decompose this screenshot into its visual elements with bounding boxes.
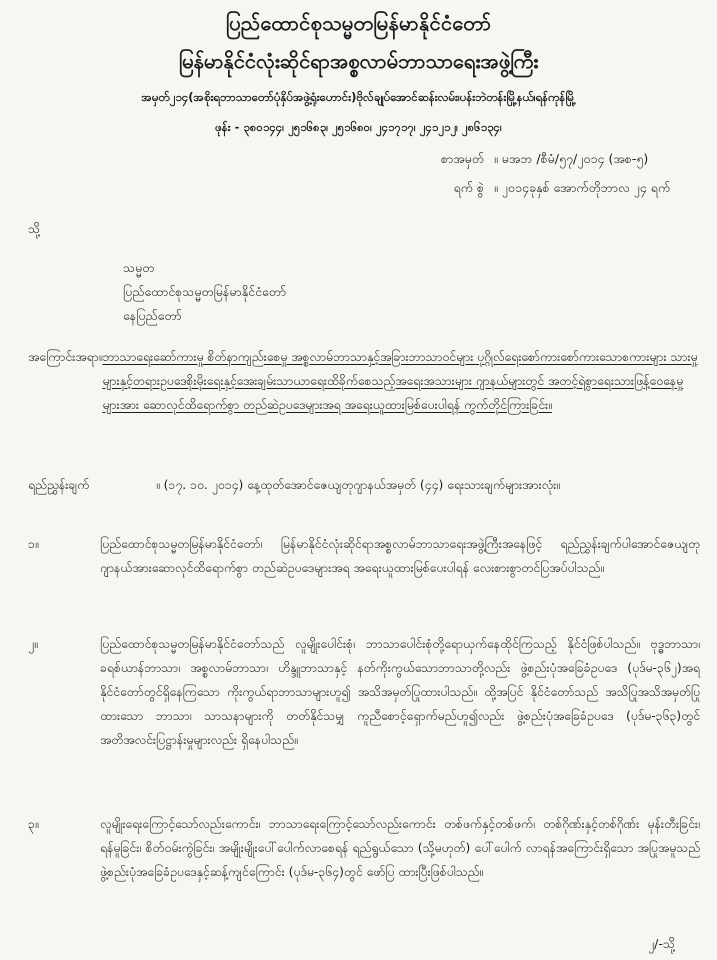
recipient-title: သမ္မတ bbox=[123, 260, 155, 275]
paragraph-2 bbox=[28, 632, 700, 752]
letterhead-address: အမှတ်၂၁၄(အစိုးရဘာသာတော်ပုံနှိပ်အဖွဲ့ရုံးဟောင်း)ဗိုလ်ချုပ်အောင်ဆန်းလမ်း၊ပန်းဘဲတန်းမြို့နယ်၊ရန်ကုန်မြို့ bbox=[141, 90, 576, 104]
paragraph-3 bbox=[28, 812, 700, 884]
paragraph-number: ၁။ bbox=[28, 537, 39, 551]
paragraph-text: လူမျိုးရေးကြောင့်သော်လည်းကောင်း၊ ဘာသာရေးကြောင့်သော်လည်းကောင်း တစ်ဖက်နှင့်တစ်ဖက်၊ တစ်ဂိုဏ်းနှင့်တစ်ဂိုဏ်း မုန်းတီးခြင်း၊ ရန်မူခြင်း၊ စိတ်ဝမ်းကွဲခြင်း၊ အမျိုးမျိုးပေါ်ပေါက်လာစေရန် ရည်ရွယ်သော (သို့မဟုတ်) ပေါ်ပေါက် လာရန်အကြောင်းရှိသော အပြုအမူသည် ဖွဲ့စည်းပုံအခြေခံဥပဒေနှင့်ဆန့်ကျင်ကြောင်း (ပုဒ်မ-၃၆၄)တွင် ဖော်ပြ ထားပြီးဖြစ်ပါသည်။ bbox=[100, 817, 700, 879]
paragraph-text: ပြည်ထောင်စုသမ္မတမြန်မာနိုင်ငံတော်၊ မြန်မာနိုင်ငံလုံးဆိုင်ရာအစ္စလာမ်ဘာသာရေးအဖွဲ့ကြီးအနေဖြင့် ရည်ညွှန်းချက်ပါအောင်ဇေယျတုဂျာနယ်အားဆောလုင်ထိရောက်စွာ တည်ဆဲဥပဒေများအရ အရေးယူထားမြစ်ပေးပါရန် လေးစားစွာတင်ပြအပ်ပါသည်။ bbox=[100, 537, 700, 575]
paragraph-text: ပြည်ထောင်စုသမ္မတမြန်မာနိုင်ငံတော်သည် လူမျိုးပေါင်းစုံ၊ ဘာသာပေါင်းစုံတို့ရောယှက်နေထိုင်ကြသည့် နိုင်ငံဖြစ်ပါသည်။ ဗုဒ္ဓဘာသာ၊ ခရစ်ယာန်ဘာသာ၊ အစ္စလာမ်ဘာသာ၊ ဟိန္ဒူဘာသာနှင့် နတ်ကိုးကွယ်သောဘာသာတို့လည်း ဖွဲ့စည်းပုံအခြေခံဥပဒေ (ပုဒ်မ-၃၆၂)အရ နိုင်ငံတော်တွင်ရှိနေကြသော ကိုးကွယ်ရာဘာသာများဟူ၍ အသိအမှတ်ပြုထားပါသည်။ ထို့အပြင် နိုင်ငံတော်သည် အသိပြုအသိအမှတ်ပြုထားသော ဘာသာ၊ သာသနာများကို တတ်နိုင်သမျှ ကူညီစောင့်ရှောက်မည်ဟူ၍လည်း ဖွဲ့စည်းပုံအခြေခံဥပဒေ (ပုဒ်မ-၃၆၃)တွင် အတိအလင်းပြဋ္ဌာန်းမှုများလည်း ရှိနေပါသည်။ bbox=[100, 637, 700, 747]
date-row bbox=[398, 179, 698, 197]
letterhead-organization: မြန်မာနိုင်ငံလုံးဆိုင်ရာအစ္စလာမ်ဘာသာရေးအဖွဲ့ကြီး bbox=[178, 49, 539, 73]
letter-number-value: ။ မအဘ /စီမံ/၅၇/၂၀၁၄ (အစ-၅) bbox=[494, 151, 649, 166]
page-continuation: ၂/-သို့ bbox=[648, 936, 675, 951]
reference-line bbox=[28, 478, 700, 496]
recipient-city: နေပြည်တော် bbox=[123, 308, 182, 323]
paragraph-number: ၂။ bbox=[28, 637, 38, 651]
date-value: ။ ၂၀၁၄ခုနှစ် အောက်တိုဘာလ ၂၄ ရက် bbox=[494, 180, 671, 195]
subject-text: ဘာသာရေးဆော်ကားမှု စိတ်နာကျည်းစေမှု အစ္စလာမ်ဘာသာနှင့်အခြားဘာသာဝင်များ ပုဂ္ဂိုလ်ရေးစော်ကားစော်ကားသောစကားများ သားမှုများနှင့်တရားဥပဒေစိုးမိုးရေးနှင့်အေးချမ်းသာယာရေးထိခိုက်စေသည့်အရေးအသားများ ဂျာနယ်များတွင် အတင့်ရဲစွာရေးသားဖြန့်ဝေနေမှုများအား ဆောလုင်ထိရောက်စွာ တည်ဆဲဥပဒေများအရ အရေးယူထားမြစ်ပေးပါရန် ကွက်တိုင်ကြားခြင်း။ bbox=[102, 350, 698, 412]
to-label: သို့ bbox=[28, 221, 41, 236]
recipient-office: ပြည်ထောင်စုသမ္မတမြန်မာနိုင်ငံတော် bbox=[123, 284, 287, 299]
reference-text: ။ (၁၇. ၁၀. ၂၀၁၄) နေ့ထုတ်အောင်ဇေယျတုဂျာနယ်အမှတ် (၄၄) ရေးသားချက်များအားလုံး။ bbox=[156, 478, 561, 492]
letterhead-country: ပြည်ထောင်စုသမ္မတမြန်မာနိုင်ငံတော် bbox=[225, 11, 492, 35]
letterhead-phone: ဖုန်း - ၃၈၀၁၄၄၊ ၂၅၁၆၈၃၊ ၂၅၁၆၈၀၊ ၂၄၁၇၁၇၊ ၂၄၁၂၁၂၊ ၂၈၆၁၃၄၊ bbox=[215, 120, 502, 134]
letter-number-label: စာအမှတ် bbox=[441, 151, 484, 166]
paragraph-1 bbox=[28, 532, 700, 580]
paragraph-number: ၃။ bbox=[28, 817, 39, 831]
recipient-block bbox=[123, 256, 286, 328]
reference-label: ရည်ညွှန်းချက် bbox=[28, 478, 90, 492]
date-label: ရက် စွဲ bbox=[453, 180, 484, 195]
subject-block bbox=[28, 345, 700, 417]
subject-label: အကြောင်းအရာ။ bbox=[28, 350, 103, 364]
reference-block bbox=[398, 150, 698, 208]
letter-number-row bbox=[398, 150, 698, 168]
